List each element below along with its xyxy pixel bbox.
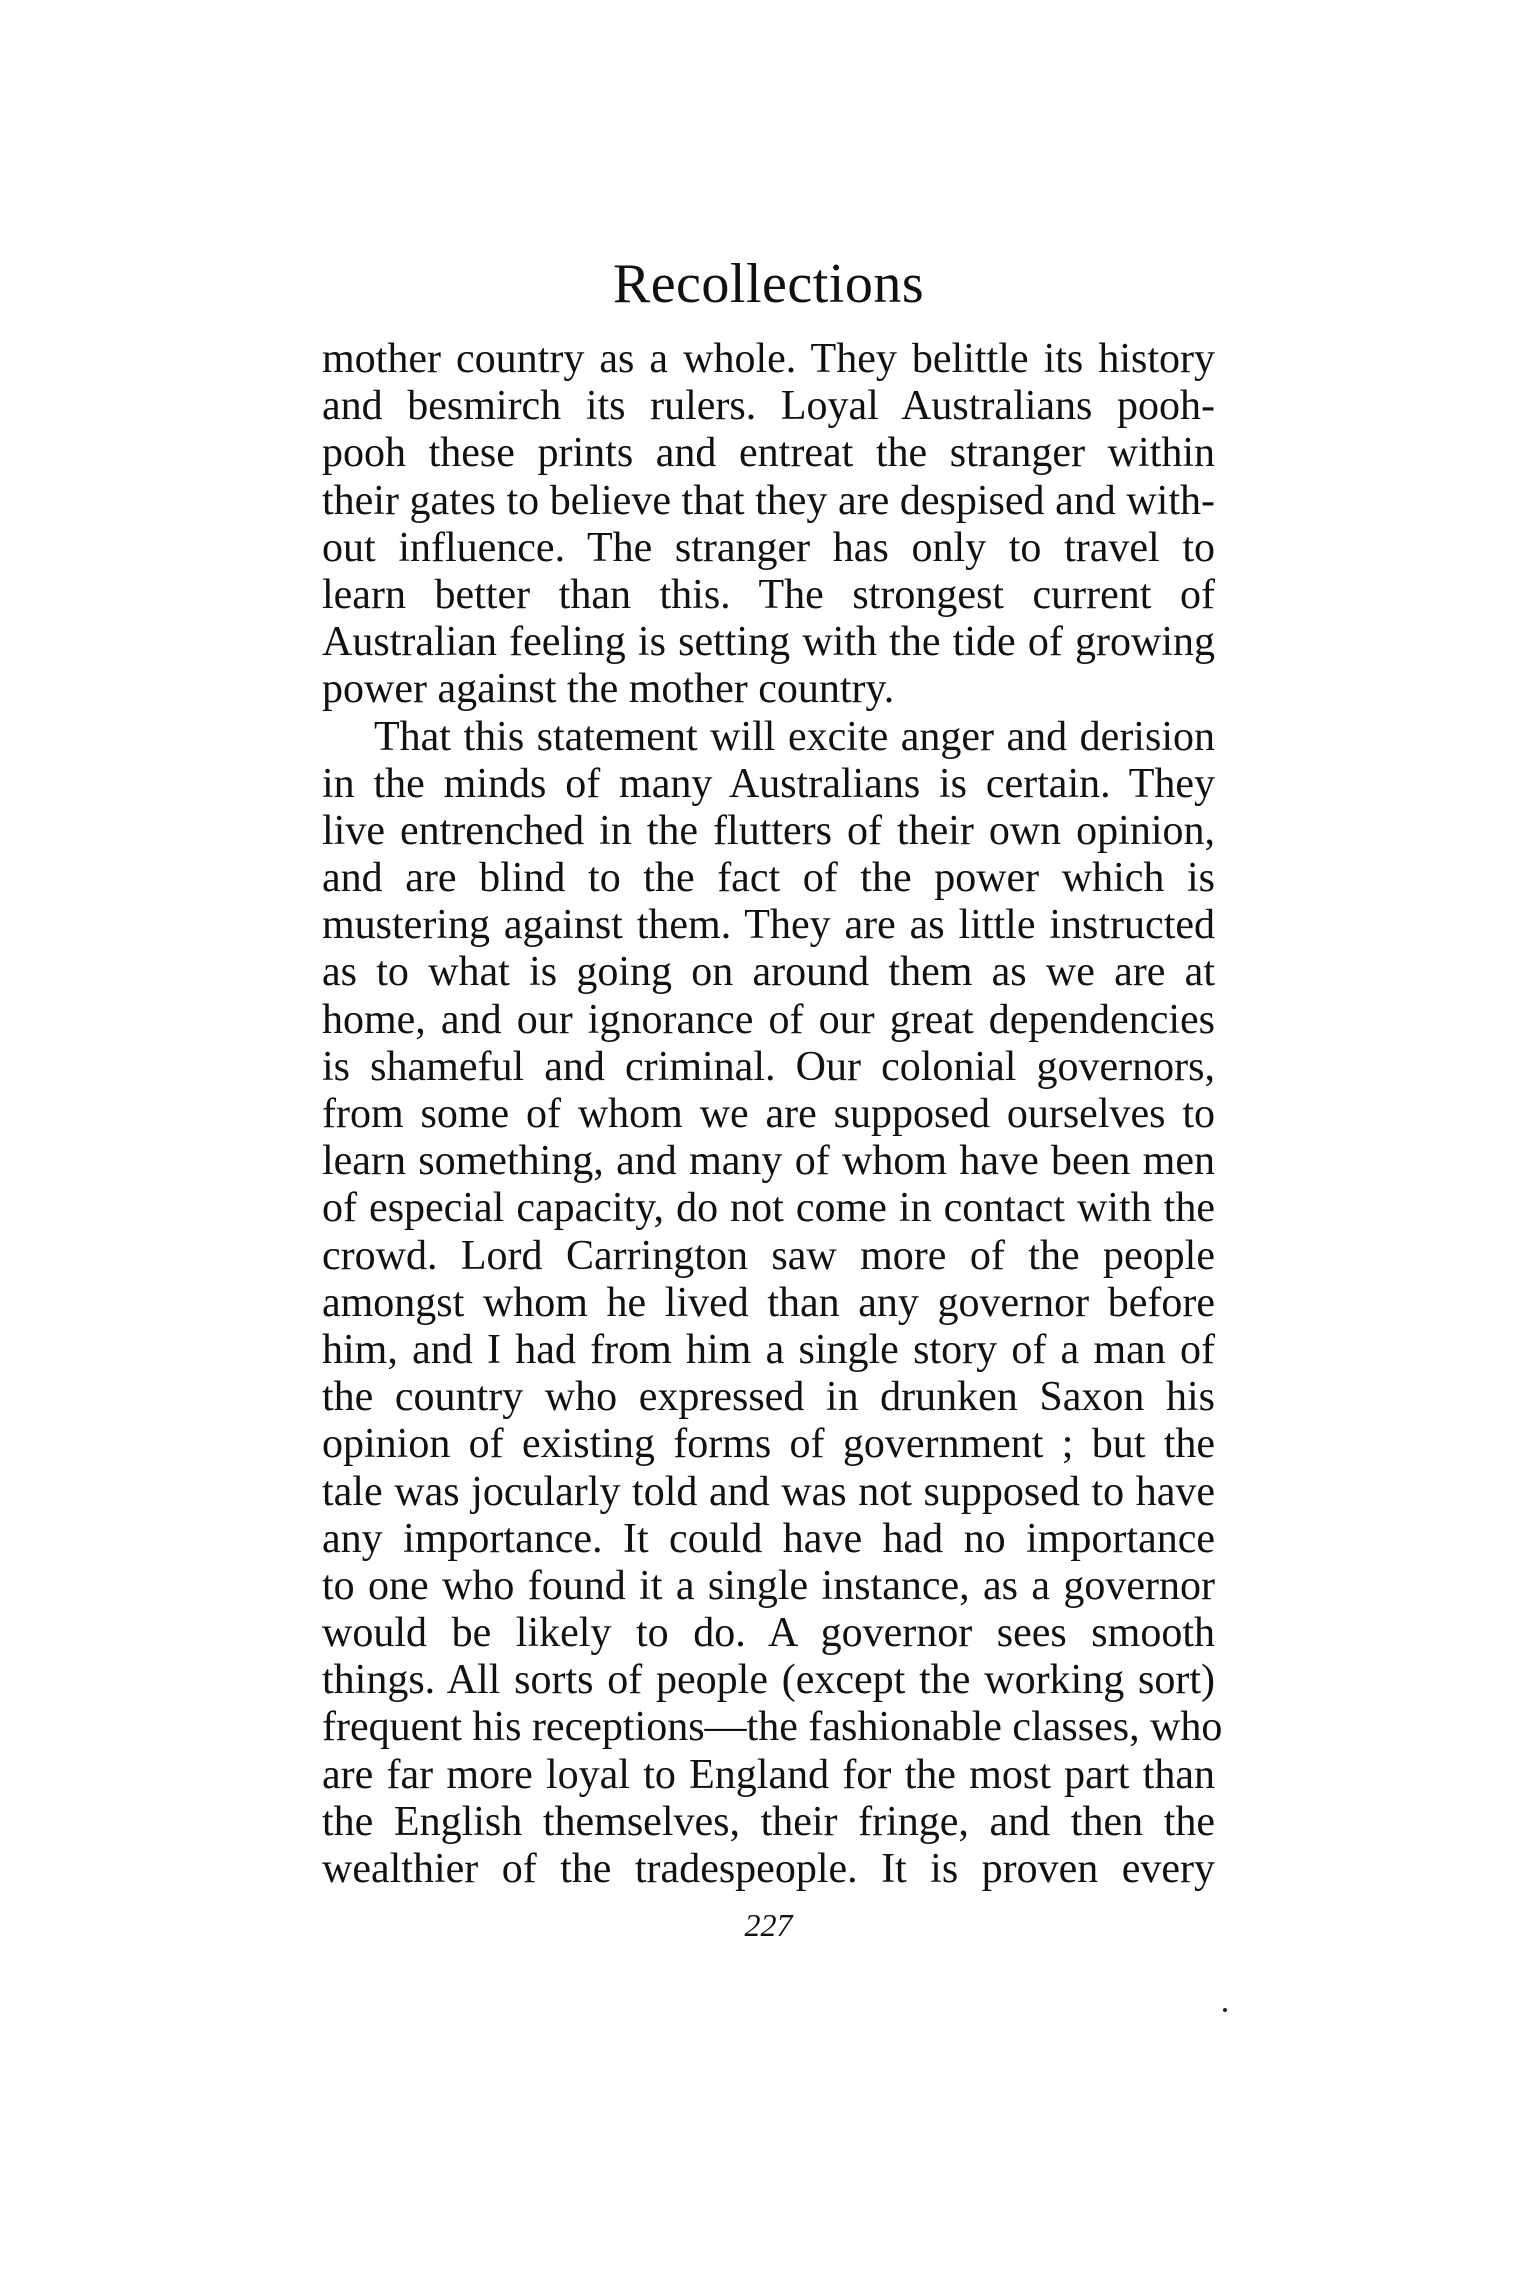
text-line: in the minds of many Australians is certain. They [322,760,1215,807]
text-line: the English themselves, their fringe, and then the [322,1798,1215,1845]
text-line: mother country as a whole. They belittle its history [322,336,1215,382]
text-line: and besmirch its rulers. Loyal Australians pooh- [322,383,1215,430]
text-line: him, and I had from him a single story of a man of [322,1326,1215,1373]
text-line: power against the mother country. [322,666,895,713]
text-line: tale was jocularly told and was not supposed to have [322,1468,1215,1515]
body-text [322,336,1223,1893]
text-line: crowd. Lord Carrington saw more of the people [322,1232,1215,1279]
text-line: frequent his receptions—the fashionable classes, who [322,1704,1223,1751]
text-line: opinion of existing forms of government ; but the [322,1421,1215,1468]
text-line: Australian feeling is setting with the tide of growing [322,619,1215,666]
text-line: things. All sorts of people (except the working sort) [322,1657,1215,1704]
text-line: learn better than this. The strongest current of [322,571,1215,618]
text-line: live entrenched in the flutters of their own opinion, [322,807,1215,854]
text-line: are far more loyal to England for the most part than [322,1751,1215,1798]
running-head: Recollections [612,253,925,315]
ink-speck [1223,2008,1227,2012]
text-line: pooh these prints and entreat the stranger within [322,430,1215,477]
text-line: out influence. The stranger has only to travel to [322,524,1215,571]
text-line: is shameful and criminal. Our colonial governors, [322,1043,1215,1090]
text-line: any importance. It could have had no importance [322,1515,1215,1562]
text-line: and are blind to the fact of the power which is [322,855,1215,902]
text-line: would be likely to do. A governor sees smooth [322,1610,1215,1657]
text-line: wealthier of the tradespeople. It is proven every [322,1846,1215,1892]
text-line: of especial capacity, do not come in contact with the [322,1185,1215,1232]
text-line: as to what is going on around them as we are at [322,949,1215,996]
text-line: from some of whom we are supposed ourselves to [322,1091,1215,1137]
text-line: home, and our ignorance of our great dependencies [322,996,1215,1043]
text-line: the country who expressed in drunken Saxon his [322,1374,1215,1421]
text-line: to one who found it a single instance, as a governor [322,1562,1215,1609]
text-line: learn something, and many of whom have been men [322,1138,1215,1185]
text-line: mustering against them. They are as little instructed [322,902,1215,949]
text-line: their gates to believe that they are despised and with- [322,477,1215,524]
page-number: 227 [744,1907,793,1943]
text-line: That this statement will excite anger and derision [374,713,1215,760]
text-line: amongst whom he lived than any governor before [322,1279,1215,1326]
